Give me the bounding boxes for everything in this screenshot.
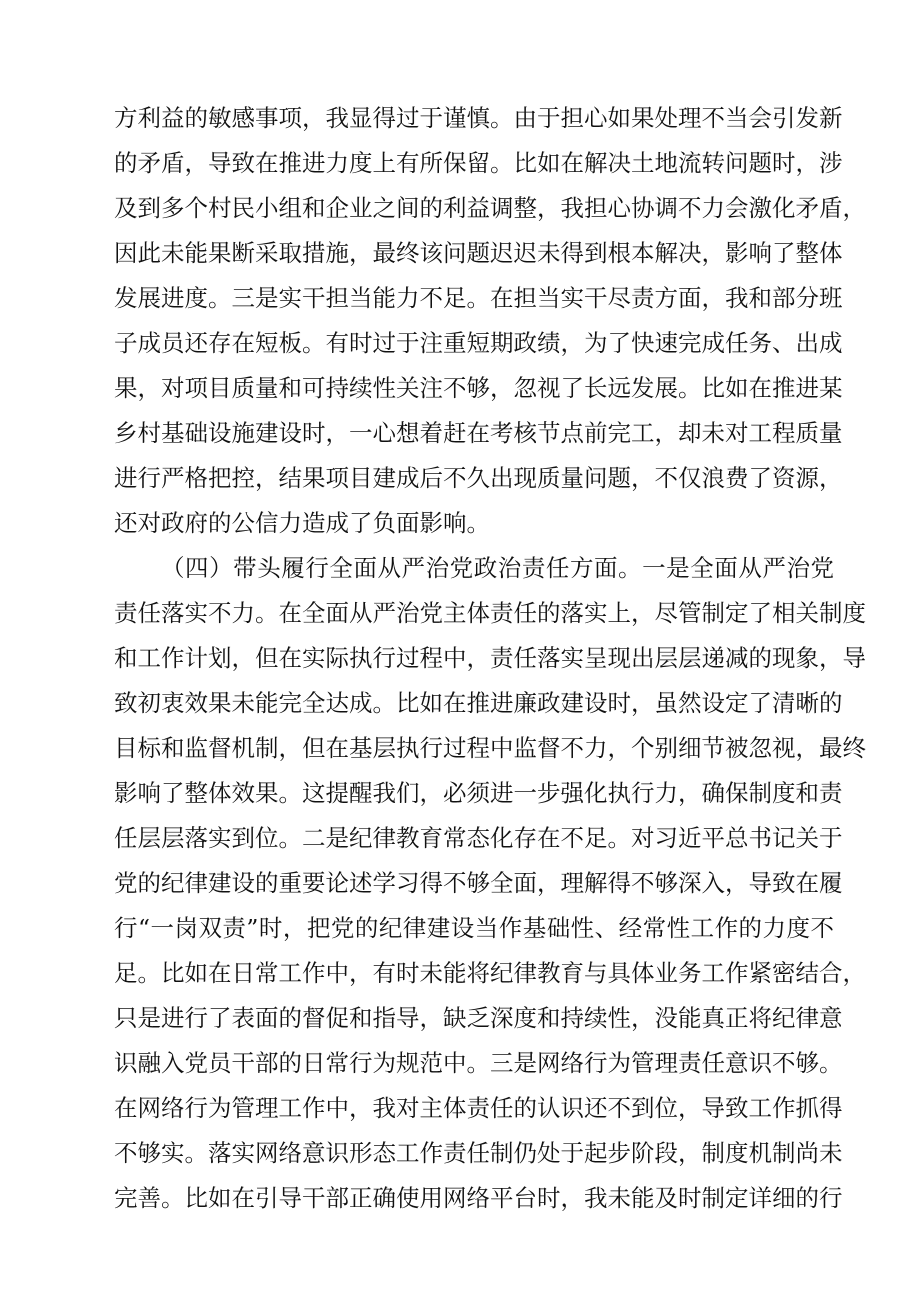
text-line: 致初衷效果未能完全达成。比如在推进廉政建设时，虽然设定了清晰的 [114, 689, 843, 717]
text-line: 行“一岗双责”时，把党的纪律建设当作基础性、经常性工作的力度不 [114, 914, 834, 942]
text-line: 方利益的敏感事项，我显得过于谨慎。由于担心如果处理不当会引发新 [114, 104, 843, 132]
text-line: 果，对项目质量和可持续性关注不够，忽视了长远发展。比如在推进某 [114, 374, 843, 402]
text-line: 党的纪律建设的重要论述学习得不够全面，理解得不够深入，导致在履 [114, 869, 843, 897]
text-line: 及到多个村民小组和企业之间的利益调整，我担心协调不力会激化矛盾， [114, 194, 866, 222]
text-line: 识融入党员干部的日常行为规范中。三是网络行为管理责任意识不够。 [114, 1049, 843, 1077]
text-line: 进行严格把控，结果项目建成后不久出现质量问题，不仅浪费了资源， [114, 464, 843, 492]
text-line: 乡村基础设施建设时，一心想着赶在考核节点前完工，却未对工程质量 [114, 419, 843, 447]
text-line: 不够实。落实网络意识形态工作责任制仍处于起步阶段，制度机制尚未 [114, 1139, 843, 1167]
text-line: 的矛盾，导致在推进力度上有所保留。比如在解决土地流转问题时，涉 [114, 149, 843, 177]
text-line: 子成员还存在短板。有时过于注重短期政绩，为了快速完成任务、出成 [114, 329, 843, 357]
text-line: 在网络行为管理工作中，我对主体责任的认识还不到位，导致工作抓得 [114, 1094, 843, 1122]
text-line: 和工作计划，但在实际执行过程中，责任落实呈现出层层递减的现象，导 [114, 644, 866, 672]
text-line: 完善。比如在引导干部正确使用网络平台时，我未能及时制定详细的行 [114, 1184, 843, 1212]
text-line: 发展进度。三是实干担当能力不足。在担当实干尽责方面，我和部分班 [114, 284, 843, 312]
text-line: 影响了整体效果。这提醒我们，必须进一步强化执行力，确保制度和责 [114, 779, 843, 807]
text-line: 任层层落实到位。二是纪律教育常态化存在不足。对习近平总书记关于 [114, 824, 843, 852]
text-line: 责任落实不力。在全面从严治党主体责任的落实上，尽管制定了相关制度 [114, 599, 866, 627]
text-line: 还对政府的公信力造成了负面影响。 [114, 509, 490, 537]
text-line: 只是进行了表面的督促和指导，缺乏深度和持续性，没能真正将纪律意 [114, 1004, 843, 1032]
text-line: 因此未能果断采取措施，最终该问题迟迟未得到根本解决，影响了整体 [114, 239, 843, 267]
text-line: 足。比如在日常工作中，有时未能将纪律教育与具体业务工作紧密结合， [114, 959, 866, 987]
section-heading-line: （四）带头履行全面从严治党政治责任方面。一是全面从严治党 [161, 554, 834, 582]
text-line: 目标和监督机制，但在基层执行过程中监督不力，个别细节被忽视，最终 [114, 734, 866, 762]
